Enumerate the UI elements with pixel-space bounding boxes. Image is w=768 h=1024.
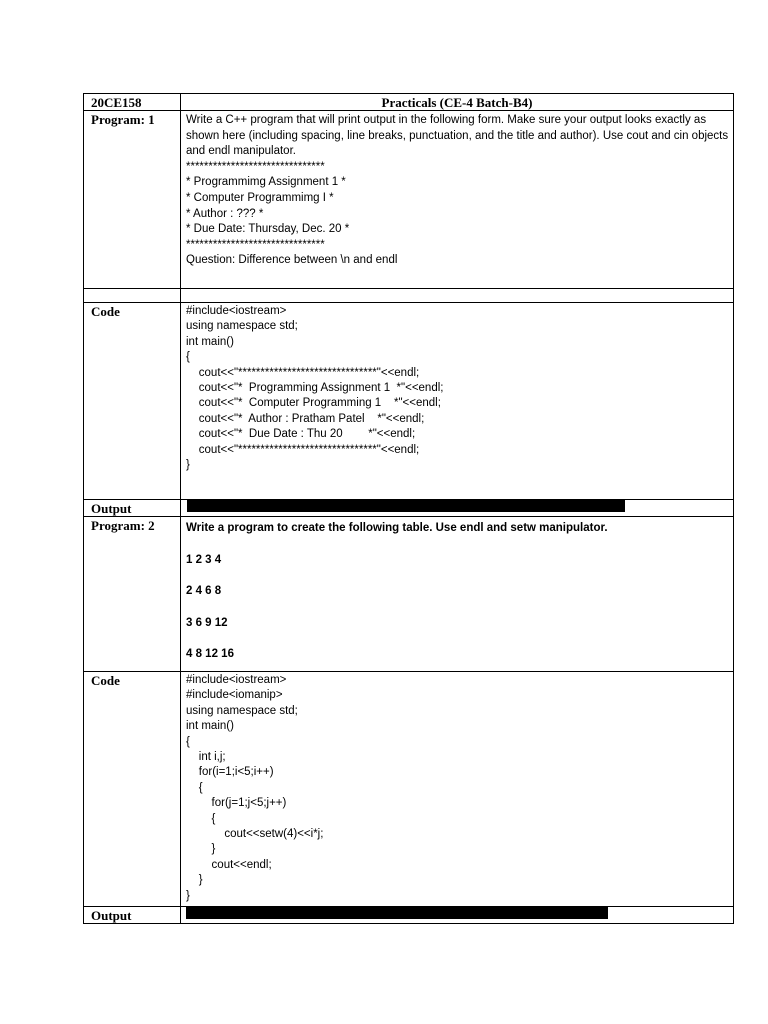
code-line: using namespace std; (186, 320, 298, 333)
program2-code (186, 672, 729, 906)
sample-line: * Programmimg Assignment 1 * (186, 176, 346, 189)
spacer-cell (181, 289, 734, 303)
code-line: cout<<"* Due Date : Thu 20 *"<<endl; (186, 428, 416, 441)
code-line: cout<<"* Author : Pratham Patel *"<<endl; (186, 412, 425, 425)
program2-content (181, 517, 734, 672)
code-line: cout<<"* Computer Programming 1 *"<<endl; (186, 397, 441, 410)
code-line: cout<<setw(4)<<i*j; (186, 828, 324, 841)
page-title: Practicals (CE-4 Batch-B4) (381, 95, 533, 110)
table-row: 2 4 6 8 (186, 585, 222, 598)
code-line: } (186, 889, 190, 902)
sample-line: ******************************* (186, 160, 325, 173)
program1-code-cell (181, 303, 734, 500)
program1-code-row (84, 303, 734, 500)
code-line: #include<iostream> (186, 305, 287, 317)
code-line: cout<<"*******************************"<<endl; (186, 443, 420, 456)
table-row: 4 8 12 16 (186, 648, 234, 661)
code-line: for(i=1;i<5;i++) (186, 766, 274, 779)
code-line: using namespace std; (186, 704, 298, 717)
program1-row (84, 111, 734, 289)
program1-content (181, 111, 734, 289)
code-line: int i,j; (186, 751, 226, 764)
practicals-table (83, 93, 734, 924)
spacer-cell (84, 289, 181, 303)
redacted-output-image (186, 907, 608, 919)
program1-output-row (84, 500, 734, 517)
sample-line: * Computer Programmimg I * (186, 191, 334, 204)
header-title-cell (181, 94, 734, 111)
code-line: { (186, 735, 190, 748)
program1-task: Write a C++ program that will print output in the following form. Make sure your output looks exactly as shown here (including spacing, line breaks, punctuation, and the title and author). Use cout and cin objects and endl manipulator. (186, 114, 729, 158)
program2-row (84, 517, 734, 672)
code-line: } (186, 459, 190, 472)
spacer-row (84, 289, 734, 303)
program2-output-label: Output (84, 907, 181, 924)
program1-output-cell (181, 500, 734, 517)
program2-code-cell (181, 672, 734, 907)
sample-line: Question: Difference between \n and endl (186, 254, 398, 267)
program1-sample-output (186, 160, 729, 269)
program2-code-row (84, 672, 734, 907)
redacted-output-image (187, 500, 625, 512)
program2-label: Program: 2 (84, 517, 181, 672)
sample-line: * Author : ??? * (186, 207, 264, 220)
program2-output-cell (181, 907, 734, 924)
code-line: { (186, 812, 216, 825)
code-line: cout<<"*******************************"<<endl; (186, 366, 420, 379)
sample-line: * Due Date: Thursday, Dec. 20 * (186, 223, 350, 236)
table-row: 3 6 9 12 (186, 616, 228, 629)
code-line: int main() (186, 335, 234, 348)
program1-code-label: Code (84, 303, 181, 500)
student-id: 20CE158 (84, 94, 181, 111)
table-row: 1 2 3 4 (186, 553, 222, 566)
header-row (84, 94, 734, 111)
code-line: #include<iostream> (186, 674, 287, 686)
program1-output-label: Output (84, 500, 181, 517)
code-line: } (186, 874, 203, 887)
code-line: for(j=1;j<5;j++) (186, 797, 287, 810)
code-line: { (186, 351, 190, 364)
code-line: } (186, 843, 216, 856)
sample-line: ******************************* (186, 238, 325, 251)
program1-label: Program: 1 (84, 111, 181, 289)
program2-code-label: Code (84, 672, 181, 907)
program2-output-row (84, 907, 734, 924)
program1-code (186, 303, 729, 475)
program2-task: Write a program to create the following table. Use endl and setw manipulator. (186, 522, 608, 534)
code-line: cout<<"* Programming Assignment 1 *"<<endl; (186, 382, 444, 395)
code-line: #include<iomanip> (186, 689, 283, 702)
program2-table (186, 553, 729, 663)
code-line: { (186, 781, 203, 794)
code-line: int main() (186, 720, 234, 733)
code-line: cout<<endl; (186, 858, 272, 871)
